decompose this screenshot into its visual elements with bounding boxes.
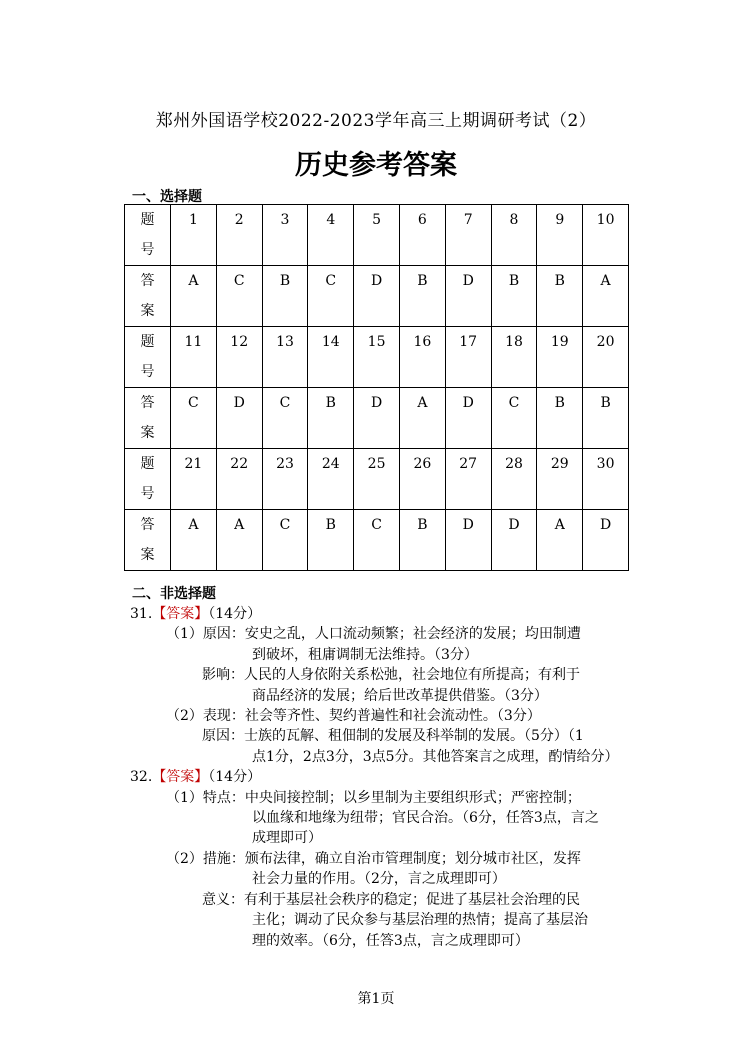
answer-line: 意义：有利于基层社会秩序的稳定；促进了基层社会治理的民 <box>202 891 580 908</box>
question-number-cell: 17 <box>445 327 491 388</box>
question-number-cell: 5 <box>354 205 400 266</box>
question-number-cell: 15 <box>354 327 400 388</box>
question-number-cell: 4 <box>308 205 354 266</box>
question-number-cell: 22 <box>216 449 262 510</box>
answer-cell: B <box>308 388 354 449</box>
section-heading-choice: 一、选择题 <box>132 189 202 205</box>
answer-cell: A <box>537 510 583 571</box>
answer-cell: D <box>354 266 400 327</box>
answer-line: 主化；调动了民众参与基层治理的热情；提高了基层治 <box>252 912 588 929</box>
question-number-cell: 18 <box>491 327 537 388</box>
question-number-cell: 7 <box>445 205 491 266</box>
answer-cell: C <box>354 510 400 571</box>
question-number-row <box>125 205 629 266</box>
row-label-answer: 答 案 <box>125 388 171 449</box>
section-heading-nonchoice: 二、非选择题 <box>132 586 216 602</box>
answer-cell: C <box>171 388 217 449</box>
answer-cell: D <box>583 510 629 571</box>
question-number-cell: 3 <box>262 205 308 266</box>
answer-line: （2）措施：颁布法律，确立自治市管理制度；划分城市社区，发挥 <box>166 850 581 867</box>
row-label-answer: 答 案 <box>125 266 171 327</box>
answer-cell: A <box>171 510 217 571</box>
answer-cell: B <box>491 266 537 327</box>
question-number-cell: 12 <box>216 327 262 388</box>
answer-cell: D <box>216 388 262 449</box>
answer-line: 影响：人民的人身依附关系松弛，社会地位有所提高；有利于 <box>202 667 580 684</box>
answer-cell: D <box>445 388 491 449</box>
answer-cell: B <box>262 266 308 327</box>
question-number-cell: 10 <box>583 205 629 266</box>
question-number-cell: 11 <box>171 327 217 388</box>
answer-line: 社会力量的作用。（2分，言之成理即可） <box>252 871 506 888</box>
question-number: 32. <box>130 769 153 786</box>
answer-cell: D <box>354 388 400 449</box>
row-label-answer: 答 案 <box>125 510 171 571</box>
answer-cell: C <box>491 388 537 449</box>
question-number-cell: 6 <box>399 205 445 266</box>
question-number-row <box>125 327 629 388</box>
answer-line: 到破坏，租庸调制无法维持。（3分） <box>252 646 478 663</box>
question-32-header <box>130 767 640 787</box>
answer-line: （1）原因：安史之乱，人口流动频繁；社会经济的发展；均田制遭 <box>166 626 581 643</box>
answer-cell: D <box>445 510 491 571</box>
answer-cell: B <box>399 510 445 571</box>
answer-line: 点1分，2点3分，3点5分。其他答案言之成理，酌情给分） <box>252 748 619 765</box>
answer-row <box>125 388 629 449</box>
question-number-cell: 1 <box>171 205 217 266</box>
question-number-cell: 16 <box>399 327 445 388</box>
answer-cell: B <box>537 266 583 327</box>
answer-cell: A <box>399 388 445 449</box>
question-number-cell: 27 <box>445 449 491 510</box>
question-number-cell: 21 <box>171 449 217 510</box>
answer-cell: A <box>583 266 629 327</box>
question-number: 31. <box>130 606 153 622</box>
answer-row <box>125 266 629 327</box>
answer-line: 以血缘和地缘为纽带；官民合治。（6分，任答3点，言之 <box>252 810 599 827</box>
question-score: （14分） <box>208 769 262 786</box>
question-number-cell: 28 <box>491 449 537 510</box>
question-number-cell: 13 <box>262 327 308 388</box>
page-number: 第1页 <box>357 991 395 1007</box>
row-label-question-number: 题 号 <box>125 205 171 266</box>
question-number-cell: 9 <box>537 205 583 266</box>
answer-cell: D <box>491 510 537 571</box>
question-score: （14分） <box>208 606 262 622</box>
answer-line: （2）表现：社会等齐性、契约普遍性和社会流动性。（3分） <box>166 708 541 725</box>
answer-cell: C <box>308 266 354 327</box>
question-number-cell: 23 <box>262 449 308 510</box>
answer-line: 商品经济的发展；给后世改革提供借鉴。（3分） <box>252 687 548 704</box>
answer-cell: A <box>171 266 217 327</box>
question-number-cell: 25 <box>354 449 400 510</box>
answer-cell: C <box>262 388 308 449</box>
answer-cell: B <box>308 510 354 571</box>
question-31-header <box>130 604 640 624</box>
answer-line: 理的效率。（6分，任答3点，言之成理即可） <box>252 932 529 949</box>
question-number-cell: 26 <box>399 449 445 510</box>
answer-line: （1）特点：中央间接控制；以乡里制为主要组织形式；严密控制； <box>166 789 581 806</box>
answer-tag: 【答案】 <box>152 769 209 786</box>
answer-cell: A <box>216 510 262 571</box>
question-number-cell: 20 <box>583 327 629 388</box>
answer-row <box>125 510 629 571</box>
question-number-cell: 30 <box>583 449 629 510</box>
answer-cell: B <box>537 388 583 449</box>
row-label-question-number: 题 号 <box>125 327 171 388</box>
question-number-cell: 8 <box>491 205 537 266</box>
question-number-cell: 29 <box>537 449 583 510</box>
answer-table <box>124 204 629 571</box>
answer-line: 原因：士族的瓦解、租佃制的发展及科举制的发展。（5分）（1 <box>202 728 584 745</box>
question-number-row <box>125 449 629 510</box>
document-title: 历史参考答案 <box>295 150 457 181</box>
question-number-cell: 24 <box>308 449 354 510</box>
nonchoice-answers <box>130 604 640 951</box>
question-number-cell: 14 <box>308 327 354 388</box>
answer-cell: B <box>399 266 445 327</box>
answer-cell: C <box>262 510 308 571</box>
row-label-question-number: 题 号 <box>125 449 171 510</box>
answer-tag: 【答案】 <box>152 606 209 622</box>
answer-cell: C <box>216 266 262 327</box>
answer-line: 成理即可） <box>252 830 322 847</box>
answer-cell: D <box>445 266 491 327</box>
exam-title: 郑州外国语学校2022-2023学年高三上期调研考试（2） <box>155 111 597 131</box>
answer-cell: B <box>583 388 629 449</box>
question-number-cell: 19 <box>537 327 583 388</box>
question-number-cell: 2 <box>216 205 262 266</box>
